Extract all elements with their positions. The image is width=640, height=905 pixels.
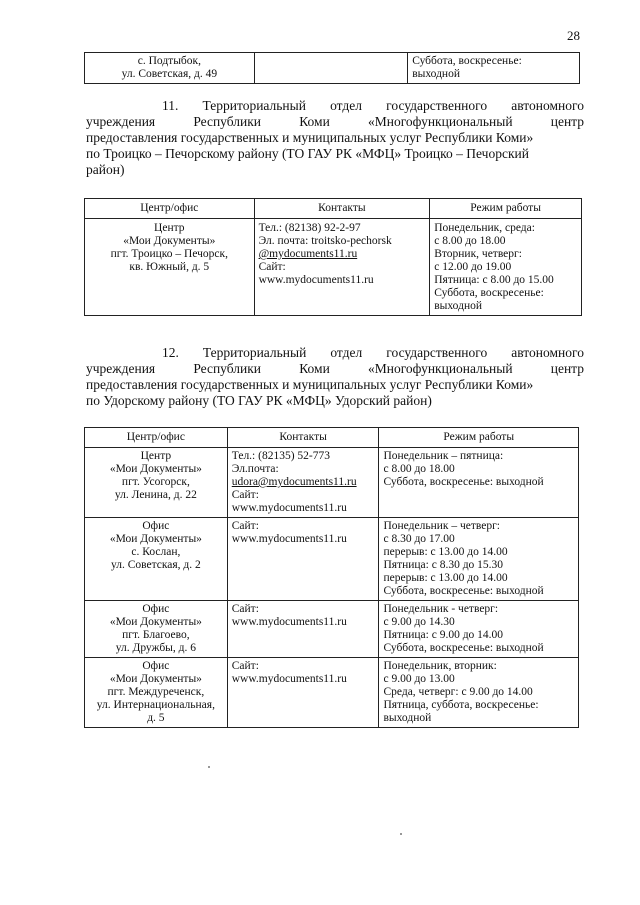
scan-speck — [208, 766, 210, 768]
hours-cell: Понедельник - четверг: с 9.00 до 14.30 Пятница: с 9.00 до 14.00 Суббота, воскресенье: выходной — [379, 601, 579, 658]
office-cell: Центр «Мои Документы» пгт. Усогорск, ул. Ленина, д. 22 — [85, 448, 228, 518]
section-12-table — [84, 427, 579, 728]
column-header: Режим работы — [379, 428, 579, 448]
column-header: Режим работы — [430, 199, 582, 219]
email-link[interactable]: @mydocuments11.ru — [258, 248, 358, 260]
website-link[interactable]: www.mydocuments11.ru — [231, 502, 347, 514]
table-row — [85, 518, 579, 601]
contacts-cell: Тел.: (82135) 52-773 Эл.почта: udora@mydocuments11.ru Сайт: www.mydocuments11.ru — [227, 448, 379, 518]
website-link[interactable]: www.mydocuments11.ru — [258, 274, 374, 286]
column-header: Контакты — [254, 199, 430, 219]
hours-line: выходной — [412, 68, 460, 80]
office-line: с. Подтыбок, — [137, 55, 201, 67]
email-link[interactable]: udora@mydocuments11.ru — [231, 476, 357, 488]
table-row — [85, 448, 579, 518]
table-row — [85, 658, 579, 728]
column-header: Центр/офис — [85, 428, 228, 448]
website-link[interactable]: www.mydocuments11.ru — [231, 616, 347, 628]
table-header-row — [85, 199, 582, 219]
hours-cell: Понедельник, вторник: с 9.00 до 13.00 Среда, четверг: с 9.00 до 14.00 Пятница, суббота, воскресенье: выходной — [379, 658, 579, 728]
contacts-cell: Сайт: www.mydocuments11.ru — [227, 518, 379, 601]
column-header: Центр/офис — [85, 199, 255, 219]
top-table — [84, 52, 580, 84]
section-number: 11. — [162, 98, 179, 113]
office-cell — [85, 53, 255, 84]
office-cell: Офис «Мои Документы» с. Кослан, ул. Советская, д. 2 — [85, 518, 228, 601]
table-header-row — [85, 428, 579, 448]
section-number: 12. — [162, 345, 179, 360]
hours-cell — [408, 53, 580, 84]
hours-cell: Понедельник – пятница: с 8.00 до 18.00 Суббота, воскресенье: выходной — [379, 448, 579, 518]
table-row — [85, 219, 582, 316]
office-line: ул. Советская, д. 49 — [121, 68, 218, 80]
office-cell: Офис «Мои Документы» пгт. Междуреченск, ул. Интернациональная, д. 5 — [85, 658, 228, 728]
contacts-cell: Сайт: www.mydocuments11.ru — [227, 601, 379, 658]
website-link[interactable]: www.mydocuments11.ru — [231, 673, 347, 685]
contacts-cell: Тел.: (82138) 92-2-97 Эл. почта: troitsko-pechorsk @mydocuments11.ru Сайт: www.mydocuments11.ru — [254, 219, 430, 316]
column-header: Контакты — [227, 428, 379, 448]
section-11-heading: 11. Территориальный отдел государственного автономного учреждения Республики Коми «Многофункциональный центр предоставления государственных и муниципальных услуг Республики Коми» по Троицко – Печорскому району (ТО ГАУ РК «МФЦ» Троицко – Печорский район) — [86, 98, 584, 177]
hours-cell: Понедельник, среда: с 8.00 до 18.00 Вторник, четверг: с 12.00 до 19.00 Пятница: с 8.00 до 15.00 Суббота, воскресенье: выходной — [430, 219, 582, 316]
section-12-heading: 12. Территориальный отдел государственного автономного учреждения Республики Коми «Многофункциональный центр предоставления государственных и муниципальных услуг Республики Коми» по Удорскому району (ТО ГАУ РК «МФЦ» Удорский район) — [86, 345, 584, 408]
hours-line: Суббота, воскресенье: — [412, 55, 522, 67]
table-row — [85, 601, 579, 658]
section-11-table — [84, 198, 582, 316]
contacts-cell — [254, 53, 407, 84]
website-link[interactable]: www.mydocuments11.ru — [231, 533, 347, 545]
hours-cell: Понедельник – четверг: с 8.30 до 17.00 перерыв: с 13.00 до 14.00 Пятница: с 8.30 до 15.30 перерыв: с 13.00 до 14.00 Суббота, воскресенье: выходной — [379, 518, 579, 601]
office-cell: Центр «Мои Документы» пгт. Троицко – Печорск, кв. Южный, д. 5 — [85, 219, 255, 316]
scan-speck — [400, 833, 402, 835]
contacts-cell: Сайт: www.mydocuments11.ru — [227, 658, 379, 728]
office-cell: Офис «Мои Документы» пгт. Благоево, ул. Дружбы, д. 6 — [85, 601, 228, 658]
table-row — [85, 53, 580, 84]
page-number: 28 — [567, 28, 580, 43]
